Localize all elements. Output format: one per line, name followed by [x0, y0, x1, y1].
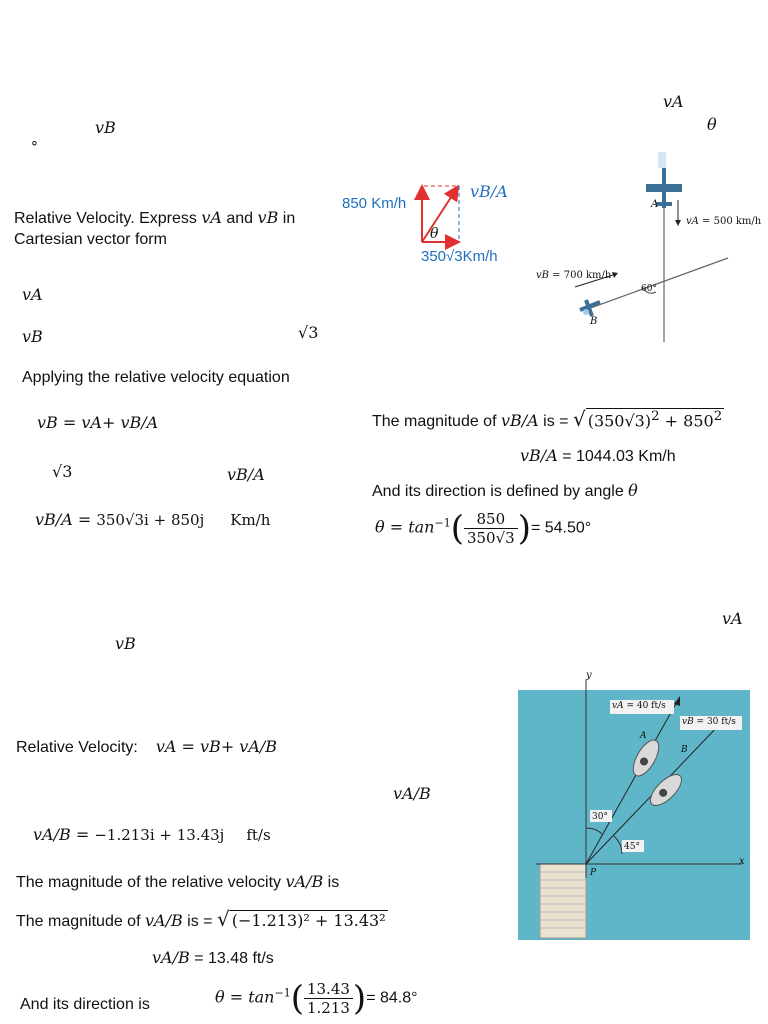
fig2-x: x	[739, 856, 745, 867]
direction-text-2: And its direction is	[20, 996, 150, 1013]
top-theta-symbol: 𝜃	[707, 115, 717, 134]
fig1-A: A	[651, 199, 659, 210]
triangle-vba-label: 𝑣𝐵/𝐴	[470, 182, 508, 201]
theta-equation-1: 𝜃 = $\tan^{-1}$( $\frac{850}{350√3}$ )= 54.50°	[375, 508, 592, 549]
fig2-va-label: 𝑣𝐴 = 40 ft/s	[612, 701, 666, 711]
vab-label: 𝑣𝐴/𝐵	[393, 784, 431, 803]
direction-text: And its direction is defined by angle 𝜃	[372, 481, 638, 500]
relative-velocity-line: Relative Velocity: 𝑣𝐴 = 𝑣𝐵+ 𝑣𝐴/𝐵	[16, 737, 278, 756]
vab-vector-equation: 𝑣𝐴/𝐵 = −1.213i + 13.43j ft/s	[33, 825, 271, 844]
relative-velocity-equation: 𝑣𝐵 = 𝑣𝐴+ 𝑣𝐵/𝐴	[37, 413, 159, 432]
vb-label: 𝑣𝐵	[22, 327, 43, 346]
fig1-vb-label: 𝑣𝐵 = 700 km/h	[536, 270, 612, 281]
bullet-mark: ∘	[30, 134, 39, 150]
fig2-B: B	[681, 745, 688, 755]
triangle-850-label: 850 Km/h	[342, 195, 407, 212]
fig2-vb-label: 𝑣𝐵 = 30 ft/s	[682, 717, 736, 727]
va-label: 𝑣𝐴	[22, 285, 43, 304]
fig2-A: A	[640, 731, 647, 741]
intro-line-2: Cartesian vector form	[14, 231, 167, 248]
magnitude-text-2: The magnitude of 𝑣𝐴/𝐵 is = √ (−1.213)² + 13.43²	[16, 907, 386, 931]
fig2-angle-30: 30°	[592, 812, 608, 822]
sqrt3-label-2: √3	[52, 462, 73, 481]
magnitude-text-1: The magnitude of the relative velocity 𝑣𝐴/𝐵 is	[16, 872, 340, 891]
sqrt3-label: √3	[298, 323, 319, 342]
top-vb-symbol: 𝑣𝐵	[95, 118, 116, 137]
top-va-symbol: 𝑣𝐴	[663, 92, 684, 111]
triangle-theta: 𝜃	[430, 226, 439, 242]
vba-vector-equation: 𝑣𝐵/𝐴 = 350√3i + 850j Km/h	[35, 510, 271, 529]
apply-text: Applying the relative velocity equation	[22, 369, 290, 386]
plane-figure	[530, 150, 768, 350]
fig2-y: y	[586, 670, 592, 681]
fig1-B: B	[590, 316, 598, 327]
vab-result: 𝑣𝐴/𝐵 = 13.48 ft/s	[152, 948, 274, 967]
theta-equation-2: 𝜃 = $\tan^{-1}$( $\frac{13.43}{1.213}$ )= 84.8°	[215, 978, 418, 1019]
fig1-va-label: 𝑣𝐴 = 500 km/h	[686, 216, 762, 227]
triangle-350-label: 350√3Km/h	[421, 248, 498, 265]
part2-vb-symbol: 𝑣𝐵	[115, 634, 136, 653]
vba-result: 𝑣𝐵/𝐴 = 1044.03 Km/h	[520, 446, 676, 465]
fig1-angle: 60°	[641, 284, 657, 294]
vba-label: 𝑣𝐵/𝐴	[227, 465, 265, 484]
fig2-angle-45: 45°	[624, 842, 640, 852]
fig2-P: P	[590, 868, 597, 878]
intro-line-1: Relative Velocity. Express 𝑣𝐴 and 𝑣𝐵 in	[14, 208, 296, 227]
part2-va-symbol: 𝑣𝐴	[722, 609, 743, 628]
magnitude-vba: The magnitude of 𝑣𝐵/𝐴 is = √ $(350√3)^2 + 850^2$	[372, 407, 723, 431]
